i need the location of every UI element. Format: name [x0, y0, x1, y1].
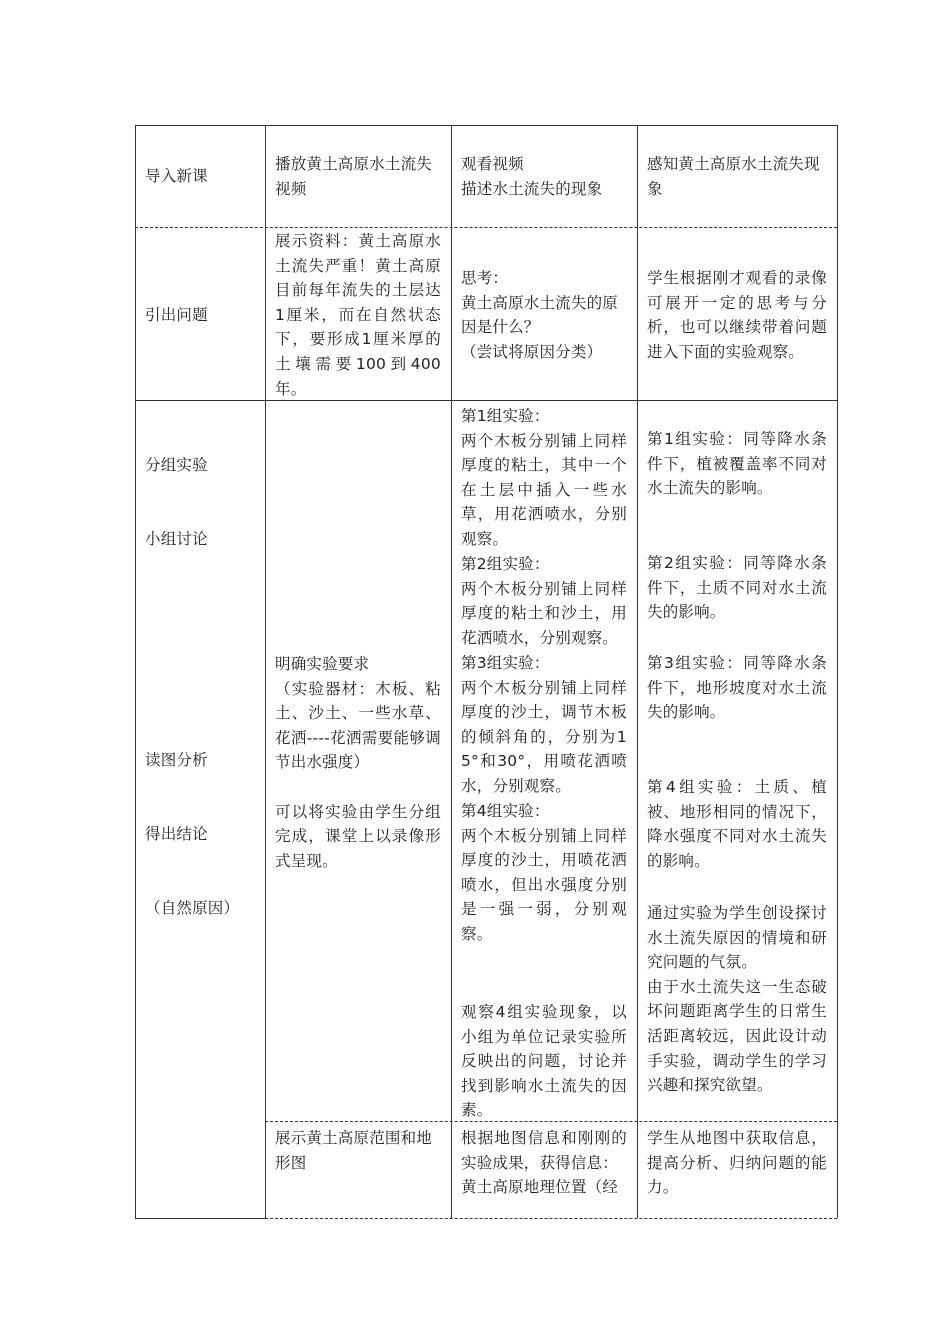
row2-teacher-activity: 展示资料：黄土高原水土流失严重！黄土高原目前每年流失的土层达1厘米，而在自然状态下，要形成1厘米厚的土壤需要100到400年。	[275, 232, 441, 398]
row-divider-2	[135, 400, 837, 401]
table-bottom-border-right	[265, 1218, 837, 1219]
stage-line: 读图分析	[145, 751, 208, 770]
experiment-group-4: 第4组实验： 两个木板分别铺上同样厚度的沙土，用喷花洒喷水，但出水强度分别是一强一弱，分别观察。	[461, 802, 627, 943]
experiment-observation-summary: 观察4组实验现象，以小组为单位记录实验所反映出的问题，讨论并找到影响水土流失的因素。	[461, 1003, 627, 1120]
intent-group-2: 第2组实验：同等降水条件下，土质不同对水土流失的影响。	[647, 554, 827, 622]
intent-summary: 通过实验为学生创设探讨水土流失原因的情境和研究问题的气氛。 由于水土流失这一生态破坏问题距离学生的日常生活距离较远，因此设计动手实验，调动学生的学习兴趣和探究欲望。	[647, 904, 827, 1095]
experiment-group-3: 第3组实验： 两个木板分别铺上同样厚度的沙土，调节木板的倾斜角的，分别为15°和30°，用喷花洒喷水，分别观察。	[461, 654, 627, 795]
stage-line: （自然原因）	[145, 898, 240, 917]
stage-line: 得出结论	[145, 825, 208, 844]
experiment-group-1: 第1组实验： 两个木板分别铺上同样厚度的粘土，其中一个在土层中插入一些水草，用花洒喷水，分别观察。	[461, 407, 627, 548]
table-top-border	[135, 125, 837, 126]
row3-teacher-activity: 明确实验要求 （实验器材：木板、粘土、沙土、一些水草、花洒----花洒需要能够调节出水强度） 可以将实验由学生分组完成，课堂上以录像形式呈现。	[275, 655, 441, 870]
stage-line	[145, 601, 255, 626]
stage-line	[145, 675, 255, 700]
experiment-group-2: 第2组实验： 两个木板分别铺上同样厚度的粘土和沙土，用花洒喷水，分别观察。	[461, 555, 627, 647]
row-divider-1	[135, 227, 837, 228]
row1-stage: 导入新课	[145, 167, 208, 185]
row1-design-intent: 感知黄土高原水土流失现象	[647, 155, 820, 198]
row2-student-activity: 思考： 黄土高原水土流失的原因是什么？ （尝试将原因分类）	[461, 269, 619, 361]
row4-design-intent: 学生从地图中获取信息，提高分析、归纳问题的能力。	[647, 1129, 827, 1197]
row4-student-activity: 根据地图信息和刚刚的实验成果，获得信息： 黄土高原地理位置（经	[461, 1129, 627, 1197]
intent-group-3: 第3组实验：同等降水条件下，地形坡度对水土流失的影响。	[647, 654, 827, 722]
row2-stage: 引出问题	[145, 306, 208, 324]
row2-design-intent: 学生根据刚才观看的录像可展开一定的思考与分析，也可以继续带着问题进入下面的实验观察。	[647, 269, 827, 361]
intent-group-4: 第4组实验：土质、植被、地形相同的情况下，降水强度不同对水土流失的影响。	[647, 778, 827, 870]
row1-student-activity: 观看视频 描述水土流失的现象	[461, 155, 603, 198]
table-bottom-border-left	[135, 1218, 265, 1219]
row4-teacher-activity: 展示黄土高原范围和地形图	[275, 1129, 433, 1172]
intent-group-1: 第1组实验：同等降水条件下，植被覆盖率不同对水土流失的影响。	[647, 430, 827, 498]
row3-stage	[135, 404, 265, 970]
table-right-border	[837, 125, 838, 1218]
stage-line: 分组实验	[145, 456, 208, 475]
row1-teacher-activity: 播放黄土高原水土流失视频	[275, 155, 433, 198]
stage-line: 小组讨论	[145, 529, 208, 548]
